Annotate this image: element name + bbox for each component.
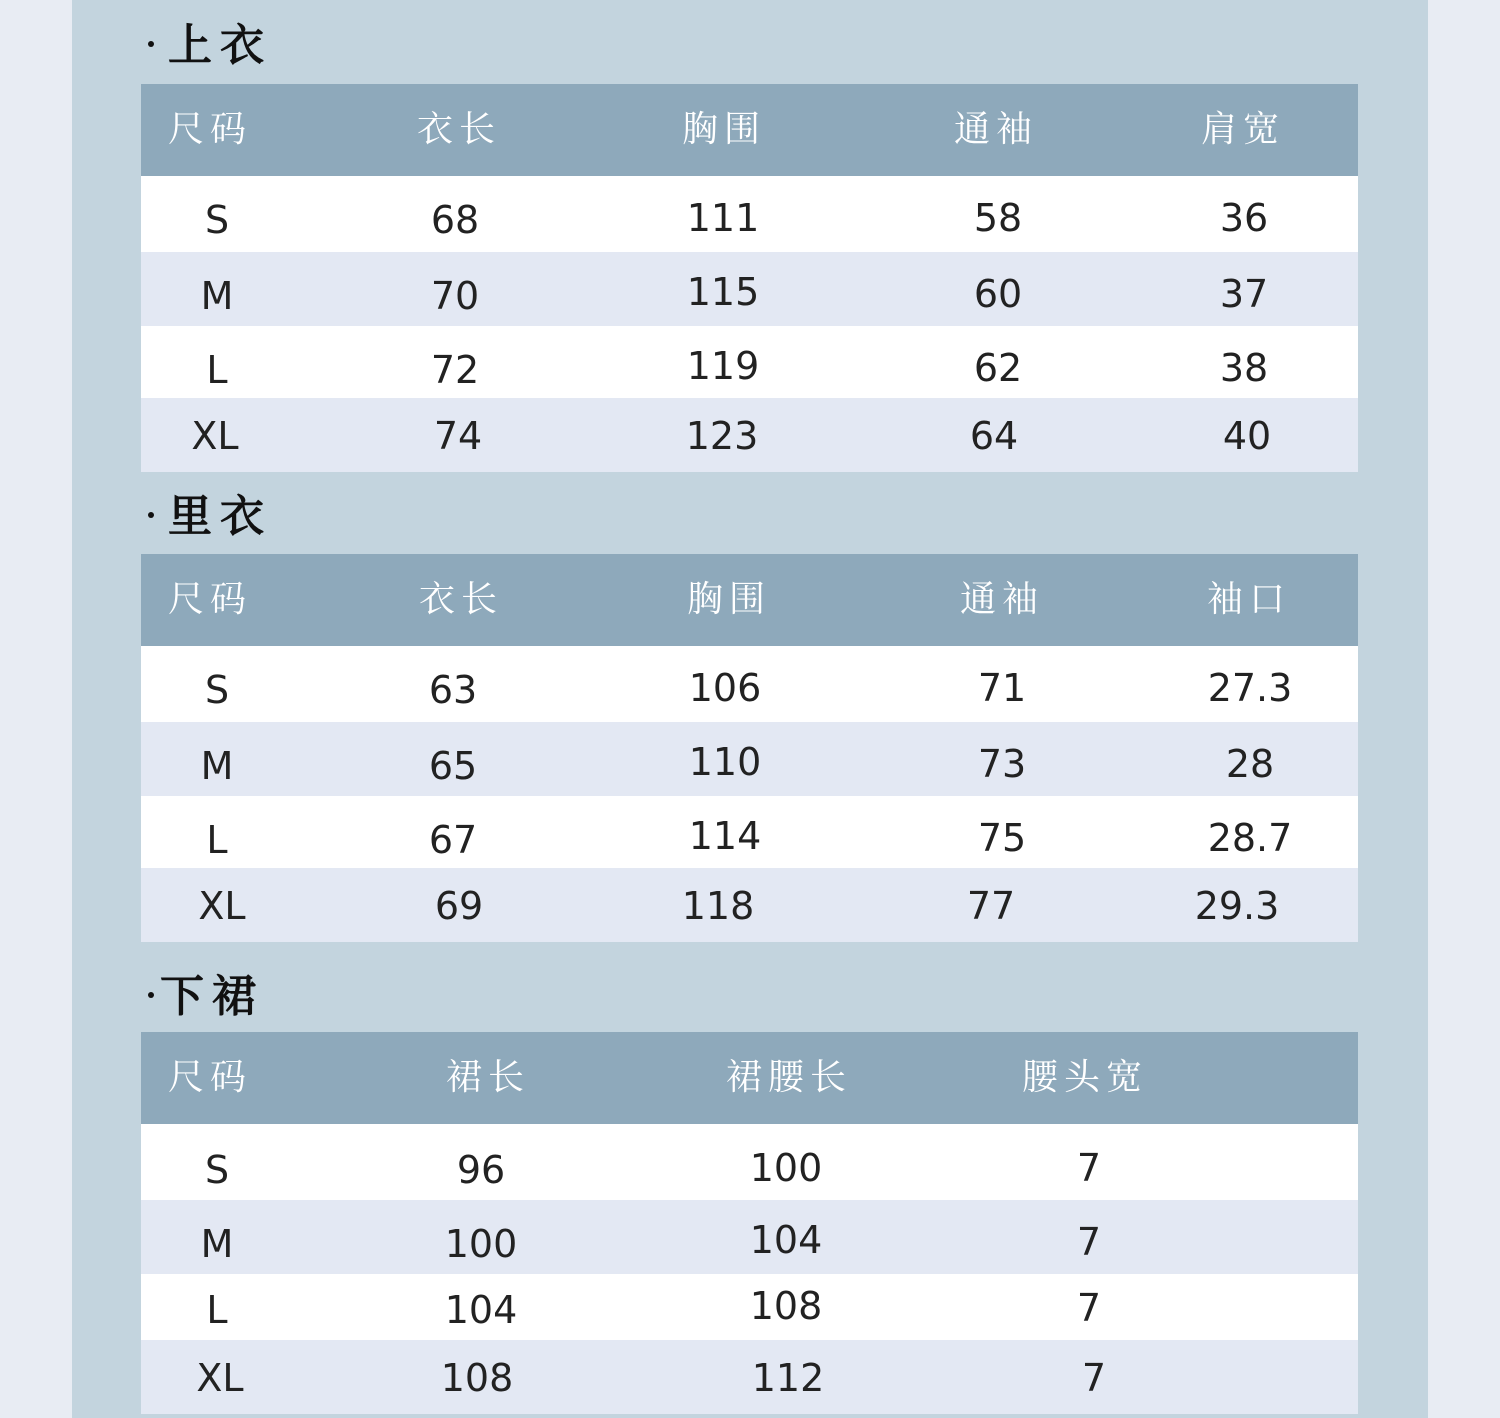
header-skirt-waist: 裙腰长 [726, 1057, 853, 1098]
table-row [141, 176, 1358, 252]
cell-skirt-waist: 112 [751, 1356, 825, 1400]
bullet-dot-icon [148, 41, 154, 47]
cell-skirt-waist: 100 [749, 1146, 823, 1190]
cell-length: 70 [430, 274, 480, 318]
cell-chest: 110 [688, 740, 762, 784]
table-row [141, 868, 1358, 942]
cell-sleeve: 62 [973, 346, 1023, 390]
cell-sleeve: 73 [977, 742, 1027, 786]
cell-shoulder: 40 [1222, 414, 1272, 458]
header-chest: 胸围 [682, 109, 767, 150]
cell-shoulder: 38 [1219, 346, 1269, 390]
section-title-inner [148, 491, 272, 542]
cell-size: M [200, 1222, 234, 1266]
table-row [141, 398, 1358, 472]
cell-length: 68 [430, 198, 480, 242]
table-header [141, 1032, 1358, 1124]
size-table-top [141, 84, 1358, 472]
cell-cuff: 28.7 [1207, 816, 1293, 860]
cell-length: 63 [428, 668, 478, 712]
section-title-top [148, 20, 272, 71]
cell-chest: 111 [686, 196, 760, 240]
section-title-text: 里衣 [168, 491, 272, 542]
bullet-dot-icon [148, 992, 154, 998]
cell-skirt-length: 104 [444, 1288, 518, 1332]
cell-size: L [206, 348, 228, 392]
cell-sleeve: 77 [966, 884, 1016, 928]
left-margin [0, 0, 72, 1418]
section-title-text: 下裙 [160, 971, 264, 1022]
right-margin [1428, 0, 1500, 1418]
table-row [141, 722, 1358, 796]
cell-waistband-width: 7 [1076, 1286, 1102, 1330]
cell-skirt-length: 108 [440, 1356, 514, 1400]
cell-skirt-waist: 108 [749, 1284, 823, 1328]
section-title-skirt [148, 971, 264, 1022]
table-header [141, 554, 1358, 646]
cell-chest: 115 [686, 270, 760, 314]
cell-chest: 118 [681, 884, 755, 928]
header-sleeve: 通袖 [960, 579, 1045, 620]
cell-sleeve: 64 [969, 414, 1019, 458]
cell-size: M [200, 744, 234, 788]
cell-length: 69 [434, 884, 484, 928]
header-cuff: 袖口 [1207, 579, 1292, 620]
cell-shoulder: 37 [1219, 272, 1269, 316]
table-row [141, 646, 1358, 722]
header-size: 尺码 [168, 1057, 253, 1098]
cell-waistband-width: 7 [1076, 1220, 1102, 1264]
header-chest: 胸围 [687, 579, 772, 620]
cell-sleeve: 71 [977, 666, 1027, 710]
header-waistband-width: 腰头宽 [1022, 1057, 1149, 1098]
cell-waistband-width: 7 [1076, 1146, 1102, 1190]
header-skirt-length: 裙长 [446, 1057, 531, 1098]
cell-sleeve: 60 [973, 272, 1023, 316]
cell-skirt-length: 96 [456, 1148, 506, 1192]
cell-length: 65 [428, 744, 478, 788]
header-shoulder: 肩宽 [1201, 109, 1286, 150]
bullet-dot-icon [148, 512, 154, 518]
table-row [141, 326, 1358, 398]
cell-skirt-length: 100 [444, 1222, 518, 1266]
cell-size: XL [196, 1356, 244, 1400]
header-sleeve: 通袖 [954, 109, 1039, 150]
cell-size: S [204, 1148, 230, 1192]
header-length: 衣长 [417, 109, 502, 150]
table-row [141, 1340, 1358, 1414]
size-table-inner [141, 554, 1358, 942]
cell-waistband-width: 7 [1081, 1356, 1107, 1400]
cell-size: XL [198, 884, 246, 928]
size-table-skirt [141, 1032, 1358, 1414]
cell-size: S [204, 198, 230, 242]
cell-cuff: 27.3 [1207, 666, 1293, 710]
section-title-text: 上衣 [168, 20, 272, 71]
table-header [141, 84, 1358, 176]
cell-length: 72 [430, 348, 480, 392]
table-row [141, 1274, 1358, 1340]
cell-chest: 123 [685, 414, 759, 458]
cell-sleeve: 58 [973, 196, 1023, 240]
cell-length: 74 [433, 414, 483, 458]
table-row [141, 1124, 1358, 1200]
cell-size: S [204, 668, 230, 712]
cell-sleeve: 75 [977, 816, 1027, 860]
cell-shoulder: 36 [1219, 196, 1269, 240]
table-row [141, 1200, 1358, 1274]
header-size: 尺码 [168, 579, 253, 620]
header-size: 尺码 [168, 109, 253, 150]
header-length: 衣长 [419, 579, 504, 620]
cell-chest: 119 [686, 344, 760, 388]
cell-size: XL [191, 414, 239, 458]
cell-chest: 106 [688, 666, 762, 710]
table-row [141, 796, 1358, 868]
cell-skirt-waist: 104 [749, 1218, 823, 1262]
cell-size: L [206, 1288, 228, 1332]
cell-size: M [200, 274, 234, 318]
table-row [141, 252, 1358, 326]
cell-length: 67 [428, 818, 478, 862]
cell-cuff: 28 [1225, 742, 1275, 786]
cell-chest: 114 [688, 814, 762, 858]
cell-size: L [206, 818, 228, 862]
cell-cuff: 29.3 [1194, 884, 1280, 928]
